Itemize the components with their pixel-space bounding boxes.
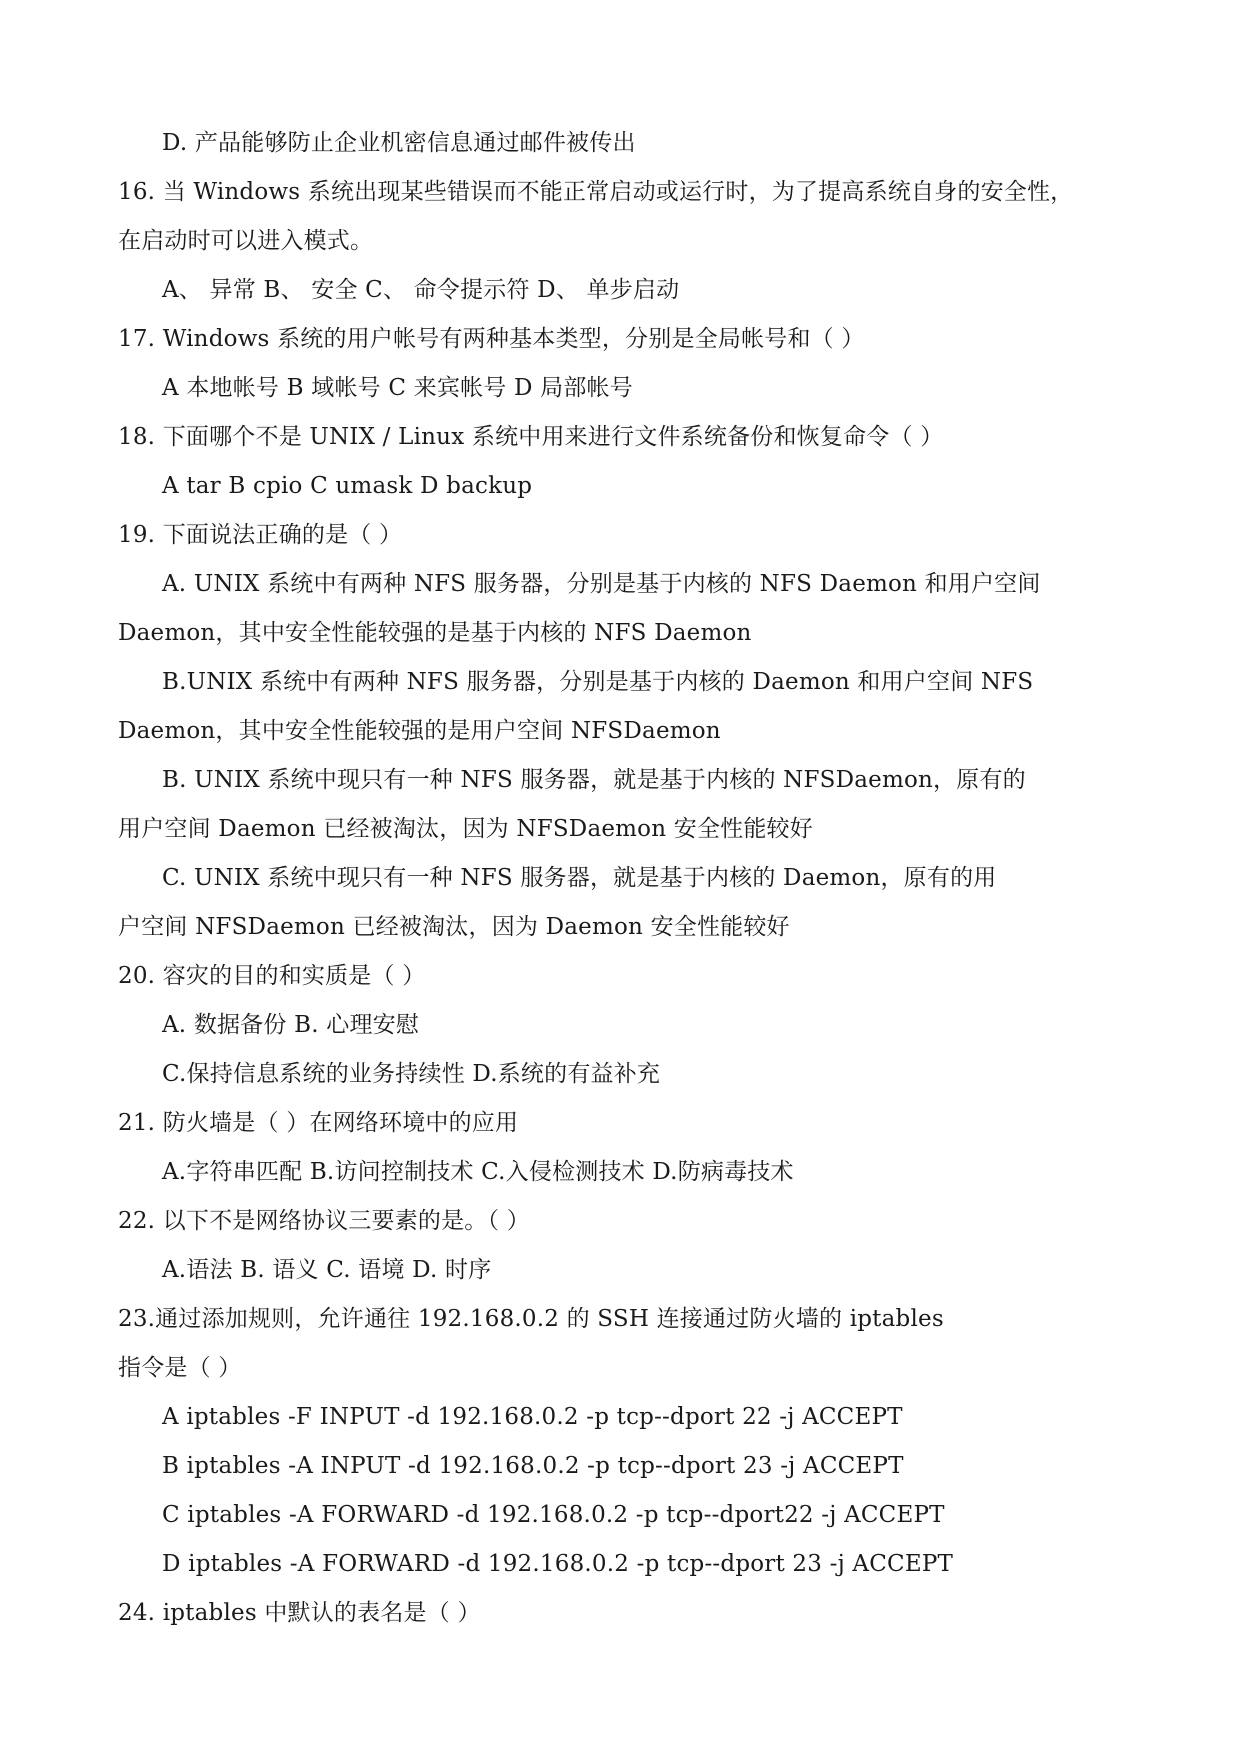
option-19c-cont: 用户空间 Daemon 已经被淘汰，因为 NFSDaemon 安全性能较好 xyxy=(118,816,813,842)
option-19b-cont: Daemon，其中安全性能较强的是用户空间 NFSDaemon xyxy=(118,718,721,744)
question-19: 19. 下面说法正确的是（ ） xyxy=(118,522,403,548)
option-19b: B.UNIX 系统中有两种 NFS 服务器，分别是基于内核的 Daemon 和用户空间 NFS xyxy=(162,669,1034,695)
question-20: 20. 容灾的目的和实质是（ ） xyxy=(118,963,426,989)
option-19a-cont: Daemon，其中安全性能较强的是基于内核的 NFS Daemon xyxy=(118,620,752,646)
options-20-ab: A. 数据备份 B. 心理安慰 xyxy=(162,1012,420,1038)
question-22: 22. 以下不是网络协议三要素的是。（ ） xyxy=(118,1208,530,1234)
option-23a: A iptables -F INPUT -d 192.168.0.2 -p tcp--dport 22 -j ACCEPT xyxy=(162,1404,903,1430)
option-line-15d: D. 产品能够防止企业机密信息通过邮件被传出 xyxy=(162,130,636,156)
options-17: A 本地帐号 B 域帐号 C 来宾帐号 D 局部帐号 xyxy=(162,375,633,401)
question-24: 24. iptables 中默认的表名是（ ） xyxy=(118,1600,481,1626)
option-23c: C iptables -A FORWARD -d 192.168.0.2 -p tcp--dport22 -j ACCEPT xyxy=(162,1502,945,1528)
option-23b: B iptables -A INPUT -d 192.168.0.2 -p tcp--dport 23 -j ACCEPT xyxy=(162,1453,904,1479)
question-23-cont: 指令是（ ） xyxy=(118,1355,242,1381)
question-17: 17. Windows 系统的用户帐号有两种基本类型，分别是全局帐号和（ ） xyxy=(118,326,865,352)
question-21: 21. 防火墙是（ ）在网络环境中的应用 xyxy=(118,1110,519,1136)
question-16-cont: 在启动时可以进入模式。 xyxy=(118,228,374,254)
option-19d: C. UNIX 系统中现只有一种 NFS 服务器，就是基于内核的 Daemon，原有的用 xyxy=(162,865,997,891)
options-20-cd: C.保持信息系统的业务持续性 D.系统的有益补充 xyxy=(162,1061,661,1087)
question-23: 23.通过添加规则，允许通往 192.168.0.2 的 SSH 连接通过防火墙的 iptables xyxy=(118,1306,944,1332)
options-16: A、 异常 B、 安全 C、 命令提示符 D、 单步启动 xyxy=(162,277,680,303)
options-22: A.语法 B. 语义 C. 语境 D. 时序 xyxy=(162,1257,492,1283)
question-18: 18. 下面哪个不是 UNIX / Linux 系统中用来进行文件系统备份和恢复命令（ ） xyxy=(118,424,944,450)
question-16: 16. 当 Windows 系统出现某些错误而不能正常启动或运行时，为了提高系统自身的安全性， xyxy=(118,179,1074,205)
options-18: A tar B cpio C umask D backup xyxy=(162,473,533,499)
options-21: A.字符串匹配 B.访问控制技术 C.入侵检测技术 D.防病毒技术 xyxy=(162,1159,794,1185)
option-19d-cont: 户空间 NFSDaemon 已经被淘汰，因为 Daemon 安全性能较好 xyxy=(118,914,790,940)
option-19a: A. UNIX 系统中有两种 NFS 服务器，分别是基于内核的 NFS Daemon 和用户空间 xyxy=(162,571,1041,597)
option-23d: D iptables -A FORWARD -d 192.168.0.2 -p tcp--dport 23 -j ACCEPT xyxy=(162,1551,954,1577)
option-19c: B. UNIX 系统中现只有一种 NFS 服务器，就是基于内核的 NFSDaemon，原有的 xyxy=(162,767,1026,793)
